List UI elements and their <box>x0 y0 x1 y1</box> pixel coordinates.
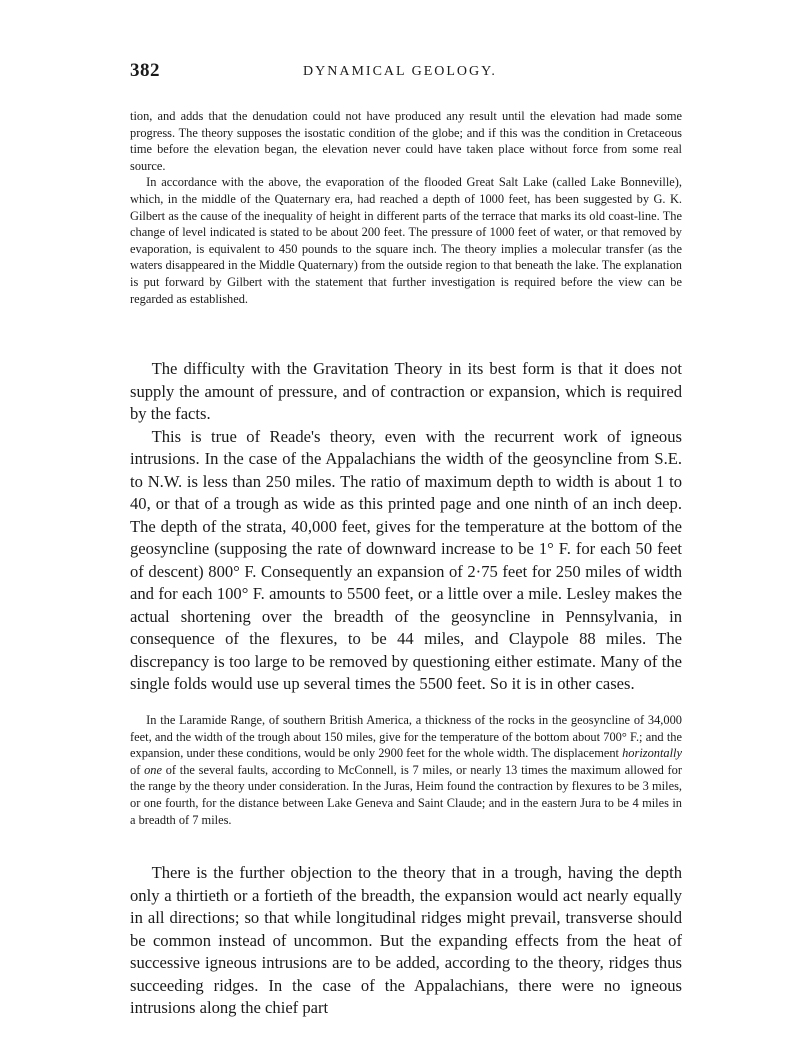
text-run: In the Laramide Range, of southern British America, a thickness of the rocks in the geosyncline of 34,000 feet, and the width of the trough about 150 miles, give for the temperature of the bottom about 700° F.; and the expansion, under these conditions, would be only 2900 feet for the whole width. The displacement <box>130 713 682 761</box>
paragraph: tion, and adds that the denudation could not have produced any result until the elevation had made some progress. The theory supposes the isostatic condition of the globe; and if this was the condition in Cretaceous time before the elevation began, the elevation never could have taken place without force from some real source. <box>130 109 682 173</box>
italic-text: one <box>144 762 162 777</box>
small-print-block-1 <box>130 108 682 307</box>
page-number: 382 <box>130 60 160 81</box>
main-text-block-1 <box>130 358 682 696</box>
paragraph: In accordance with the above, the evaporation of the flooded Great Salt Lake (called Lake Bonneville), which, in the middle of the Quaternary era, had reached a depth of 1000 feet, has been suggested by G. K. Gilbert as the cause of the inequality of height in different parts of the terrace that marks its old coast-line. The change of level indicated is stated to be about 200 feet. The pressure of 1000 feet of water, or that removed by evaporation, is equivalent to 450 pounds to the square inch. The theory implies a molecular transfer (as the waters disappeared in the Middle Quaternary) from the outside region to that beneath the lake. The explanation is put forward by Gilbert with the statement that further investigation is required before the view can be regarded as established. <box>130 175 682 306</box>
text-run: of the several faults, according to McConnell, is 7 miles, or nearly 13 times the maximum allowed for the range by the theory under consideration. In the Juras, Heim found the contraction by flexures to be 3 miles, or one fourth, for the distance between Lake Geneva and Saint Claude; and in the eastern Jura to be 4 miles in a breadth of 7 miles. <box>130 762 683 827</box>
text-run: of <box>130 762 145 777</box>
italic-text: horizontally <box>622 746 682 761</box>
main-text-block-2 <box>130 862 682 1020</box>
small-print-block-2 <box>130 712 682 828</box>
running-head: DYNAMICAL GEOLOGY. <box>303 64 497 79</box>
paragraph: There is the further objection to the theory that in a trough, having the depth only a thirtieth or a fortieth of the breadth, the expansion would act nearly equally in all directions; so that while longitudinal ridges might prevail, transverse should be common instead of uncommon. But the expanding effects from the heat of successive igneous intrusions are to be added, according to the theory, ridges thus succeeding ridges. In the case of the Appalachians, there were no igneous intrusions along the chief part <box>130 863 682 1017</box>
paragraph: This is true of Reade's theory, even with the recurrent work of igneous intrusions. In the case of the Appalachians the width of the geosyncline from S.E. to N.W. is less than 250 miles. The ratio of maximum depth to width is about 1 to 40, or that of a trough as wide as this printed page and one ninth of an inch deep. The depth of the strata, 40,000 feet, gives for the temperature at the bottom of the geosyncline (supposing the rate of downward increase to be 1° F. for each 50 feet of descent) 800° F. Consequently an expansion of 2·75 feet for 250 miles of width and for each 100° F. amounts to 5500 feet, or a little over a mile. Lesley makes the actual shortening over the breadth of the geosyncline in Pennsylvania, in consequence of the flexures, to be 44 miles, and Claypole 88 miles. The discrepancy is too large to be removed by questioning either estimate. Many of the single folds would use up several times the 5500 feet. So it is in other cases. <box>130 426 682 693</box>
page-header <box>0 60 800 90</box>
paragraph <box>130 712 682 828</box>
paragraph: The difficulty with the Gravitation Theory in its best form is that it does not supply the amount of pressure, and of contraction or expansion, which is required by the facts. <box>130 359 682 423</box>
